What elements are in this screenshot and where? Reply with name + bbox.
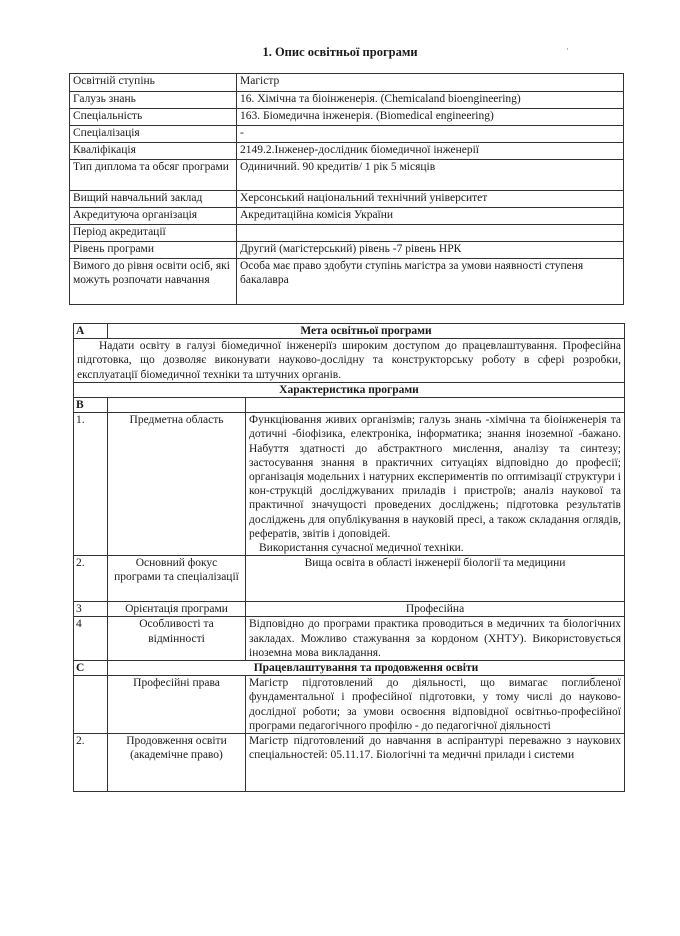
info-key: Галузь знань (70, 92, 237, 109)
info-key: Тип диплома та обсяг програми (70, 160, 237, 191)
row-label: Орієнтація програми (108, 602, 246, 617)
row-number: 1. (74, 413, 108, 556)
table-row (74, 602, 625, 617)
row-text: Відповідно до програми практика проводиться в медичних та біологічних закладах. Можливо стажування за кордоном (ХНТУ). Використовується іноземна мова викладання. (246, 617, 625, 661)
section-a-text: Надати освіту в галузі біомедичної інженеріїз широким доступом до працевлаштування. Професійна підготовка, що дозволяє виконувати науково-дослідну та конструкторську роботу в сфері розробки, експлуатації біомедичної техніки та штучних органів. (74, 339, 625, 383)
row-text-extra: Використання сучасної медичної техніки. (259, 542, 464, 555)
table-row (70, 109, 624, 126)
section-title: Мета освітньої програми (108, 324, 625, 339)
info-key: Рівень програми (70, 242, 237, 259)
row-label: Продовження освіти (академічне право) (108, 734, 246, 792)
table-row (70, 143, 624, 160)
section-letter: В (74, 398, 108, 413)
program-characteristics-table (73, 323, 625, 792)
table-row (70, 191, 624, 208)
section-b-title-row (74, 382, 625, 397)
info-key: Період акредитації (70, 225, 237, 242)
table-row (74, 413, 625, 556)
info-value: Одиничний. 90 кредитів/ 1 рік 5 місяців (237, 160, 624, 191)
row-text: Вища освіта в області інженерії біології та медицини (246, 556, 625, 602)
table-row (74, 556, 625, 602)
row-number: 2. (74, 734, 108, 792)
info-value: 2149.2.Інженер-дослідник біомедичної інженерії (237, 143, 624, 160)
section-b-letter-row (74, 398, 625, 413)
row-label: Предметна область (108, 413, 246, 556)
info-value: 16. Хімічна та біоінженерія. (Chemicaland bioengineering) (237, 92, 624, 109)
table-row (74, 676, 625, 734)
info-key: Спеціальність (70, 109, 237, 126)
info-value: Другий (магістерський) рівень -7 рівень НРК (237, 242, 624, 259)
info-key: Вищий навчальний заклад (70, 191, 237, 208)
row-label: Особливості та відмінності (108, 617, 246, 661)
row-text-main: Функціювання живих організмів; галузь знань -хімічна та біоінженерія та дотичні -біофізика, електроніка, інформатика; знання іноземної -бажано. Набуття здатності до абстрактного мислення, аналізу та синтезу; застосування знання в практичних ситуаціях відповідно до професії; організація модельних і натурних експериментів по оптимізації структури і кон-струкцій досліджуваних приладів і пристроїв; аналіз наукової та практичної значущості проведених досліджень; підготовка результатів досліджень для опублікування в науковій пресі, а також складання оглядів, рефератів, звітів і доповідей. (249, 414, 621, 540)
info-value: Херсонський національний технічний університет (237, 191, 624, 208)
program-info-table (69, 73, 624, 305)
info-value: Особа має право здобути ступінь магістра за умови наявності ступеня бакалавра (237, 259, 624, 305)
row-text: Магістр підготовлений до навчання в аспірантурі переважно з наукових спеціальностей: 05.11.17. Біологічні та медичні прилади і системи (246, 734, 625, 792)
row-number (74, 676, 108, 734)
table-row (70, 225, 624, 242)
section-c-header (74, 661, 625, 676)
table-row (70, 74, 624, 92)
row-number: 3 (74, 602, 108, 617)
section-title: Характеристика програми (74, 382, 625, 397)
info-key: Акредитуюча організація (70, 208, 237, 225)
row-text (246, 413, 625, 556)
table-row (70, 126, 624, 143)
table-row (74, 734, 625, 792)
row-number: 2. (74, 556, 108, 602)
row-text: Магістр підготовлений до діяльності, що вимагає поглибленої фундаментальної і професійної підготовки, у тому числі до науково-дослідної роботи; за умови освоєння відповідної освітньо-професійної програми педагогічного профілю - до педагогічної діяльності (246, 676, 625, 734)
info-value: 163. Біомедична інженерія. (Biomedical engineering) (237, 109, 624, 126)
info-value: Магістр (237, 74, 624, 92)
info-key: Освітній ступінь (70, 74, 237, 92)
row-label: Основний фокус програми та спеціалізації (108, 556, 246, 602)
table-row (70, 242, 624, 259)
info-key: Спеціалізація (70, 126, 237, 143)
info-key: Кваліфікація (70, 143, 237, 160)
row-label: Професійні права (108, 676, 246, 734)
table-row (70, 160, 624, 191)
info-value (237, 225, 624, 242)
info-key: Вимого до рівня освіти осіб, які можуть розпочати навчання (70, 259, 237, 305)
table-row (70, 92, 624, 109)
section-letter: А (74, 324, 108, 339)
page-title: 1. Опис освітньої програми (262, 45, 418, 59)
table-row (70, 259, 624, 305)
section-title: Працевлаштування та продовження освіти (108, 661, 625, 676)
corner-mark: · (566, 44, 569, 54)
table-row (70, 208, 624, 225)
row-text: Професійна (246, 602, 625, 617)
table-row (74, 617, 625, 661)
info-value: Акредитаційна комісія України (237, 208, 624, 225)
section-a-header (74, 324, 625, 339)
section-a-body (74, 339, 625, 383)
section-letter: С (74, 661, 108, 676)
info-value: - (237, 126, 624, 143)
row-number: 4 (74, 617, 108, 661)
